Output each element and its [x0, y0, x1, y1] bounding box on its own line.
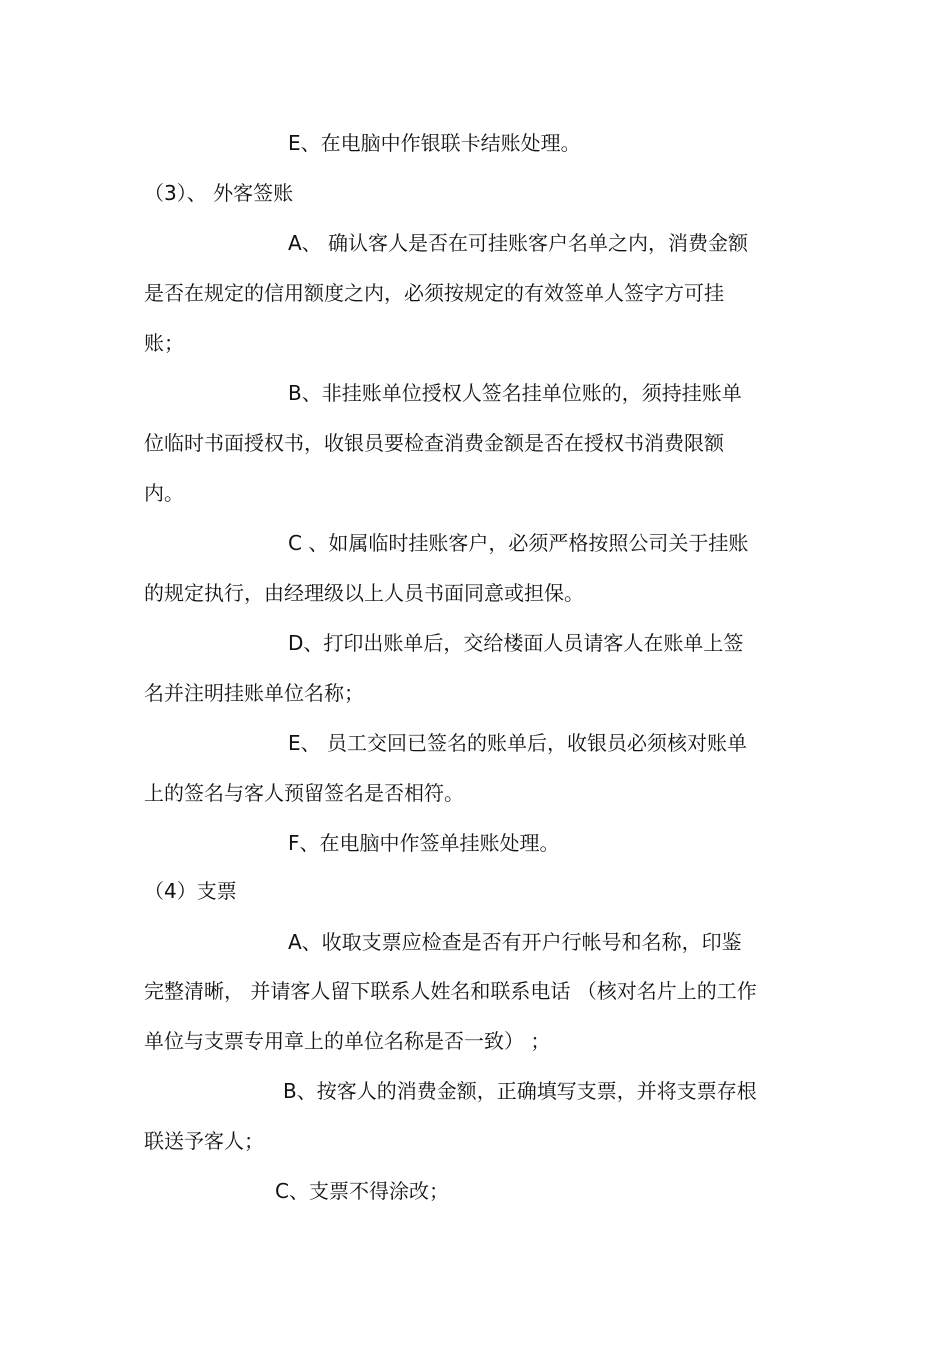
- text-line: 账；: [144, 331, 184, 355]
- text-line: 联送予客人；: [144, 1129, 264, 1153]
- text-line: C、支票不得涂改；: [275, 1179, 449, 1203]
- text-line: 的规定执行，由经理级以上人员书面同意或担保。: [144, 581, 584, 605]
- text-line: 内。: [144, 481, 184, 505]
- text-line: E、在电脑中作银联卡结账处理。: [288, 131, 581, 155]
- section-heading: （4）支票: [144, 879, 237, 903]
- text-line: 位临时书面授权书，收银员要检查消费金额是否在授权书消费限额: [144, 431, 724, 455]
- text-line: 上的签名与客人预留签名是否相符。: [144, 781, 464, 805]
- text-line: B、按客人的消费金额，正确填写支票，并将支票存根: [283, 1079, 757, 1103]
- text-line: 完整清晰， 并请客人留下联系人姓名和联系电话 （核对名片上的工作: [144, 979, 757, 1003]
- text-line: A、收取支票应检查是否有开户行帐号和名称，印鉴: [288, 930, 742, 954]
- text-line: D、打印出账单后，交给楼面人员请客人在账单上签: [288, 631, 744, 655]
- text-line: 名并注明挂账单位名称；: [144, 681, 364, 705]
- text-line: F、在电脑中作签单挂账处理。: [288, 831, 560, 855]
- text-line: 是否在规定的信用额度之内，必须按规定的有效签单人签字方可挂: [144, 281, 724, 305]
- text-line: B、非挂账单位授权人签名挂单位账的，须持挂账单: [288, 381, 742, 405]
- text-line: A、 确认客人是否在可挂账客户名单之内，消费金额: [288, 231, 749, 255]
- text-line: E、 员工交回已签名的账单后，收银员必须核对账单: [288, 731, 747, 755]
- text-line: C 、如属临时挂账客户，必须严格按照公司关于挂账: [288, 531, 749, 555]
- text-line: 单位与支票专用章上的单位名称是否一致） ；: [144, 1029, 551, 1053]
- section-heading: （3）、 外客签账: [144, 181, 294, 205]
